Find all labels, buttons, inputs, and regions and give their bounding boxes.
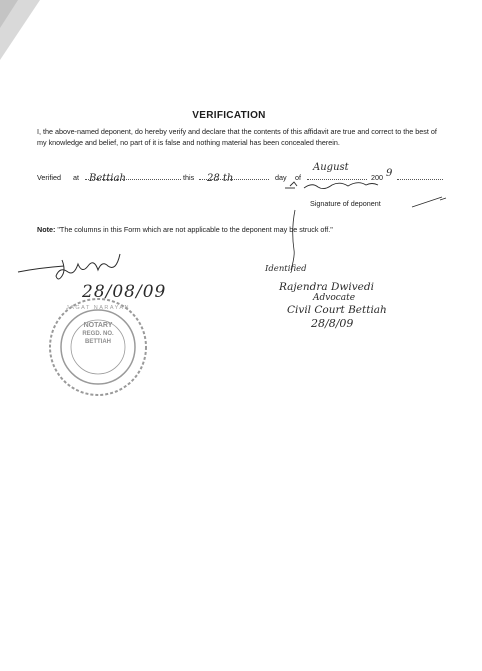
this-label: this (183, 173, 195, 182)
identifier-date: 28/8/09 (311, 317, 354, 330)
court-name: Civil Court Bettiah (287, 304, 387, 316)
signature-label: Signature of deponent (310, 199, 381, 208)
margin-stroke (412, 197, 446, 207)
verification-statement: I, the above-named deponent, do hereby verify and declare that the contents of this affidavit are true and correct to the best of my knowledge and belief, no part of it is false and nothing material has been concealed therein. (37, 127, 437, 147)
pen-stroke (291, 210, 295, 270)
note-text: "The columns in this Form which are not applicable to the deponent may be struck off." (57, 225, 333, 234)
left-signature (18, 254, 120, 279)
page-title: VERIFICATION (192, 110, 266, 121)
year-handwritten: 9 (386, 168, 393, 179)
identifier-block (265, 262, 387, 331)
stamp-line-2: BETTIAH (85, 339, 111, 345)
day-label: day (275, 173, 287, 182)
stamp-title: NOTARY (83, 322, 113, 329)
deponent-signature (285, 182, 378, 189)
stamp-ring-text: JAGAT NARAYAN (65, 305, 131, 311)
note-label: Note: (37, 225, 56, 234)
verified-label: Verified (37, 173, 61, 182)
identified-text: Identified (265, 264, 307, 274)
year-printed: 200 (371, 173, 383, 182)
stamp-text (62, 322, 134, 346)
of-label: of (295, 173, 301, 182)
notary-stamp (50, 299, 146, 395)
day-handwritten: 28 th (207, 173, 234, 184)
advocate-name: Rajendra Dwivedi (279, 281, 374, 293)
left-signature-date: 28/08/09 (82, 282, 167, 302)
advocate-title: Advocate (313, 293, 356, 303)
stamp-line-1: REGD. NO. (82, 331, 114, 337)
at-label: at (73, 173, 79, 182)
place-handwritten: Bettiah (89, 173, 126, 184)
month-handwritten: August (313, 162, 349, 173)
